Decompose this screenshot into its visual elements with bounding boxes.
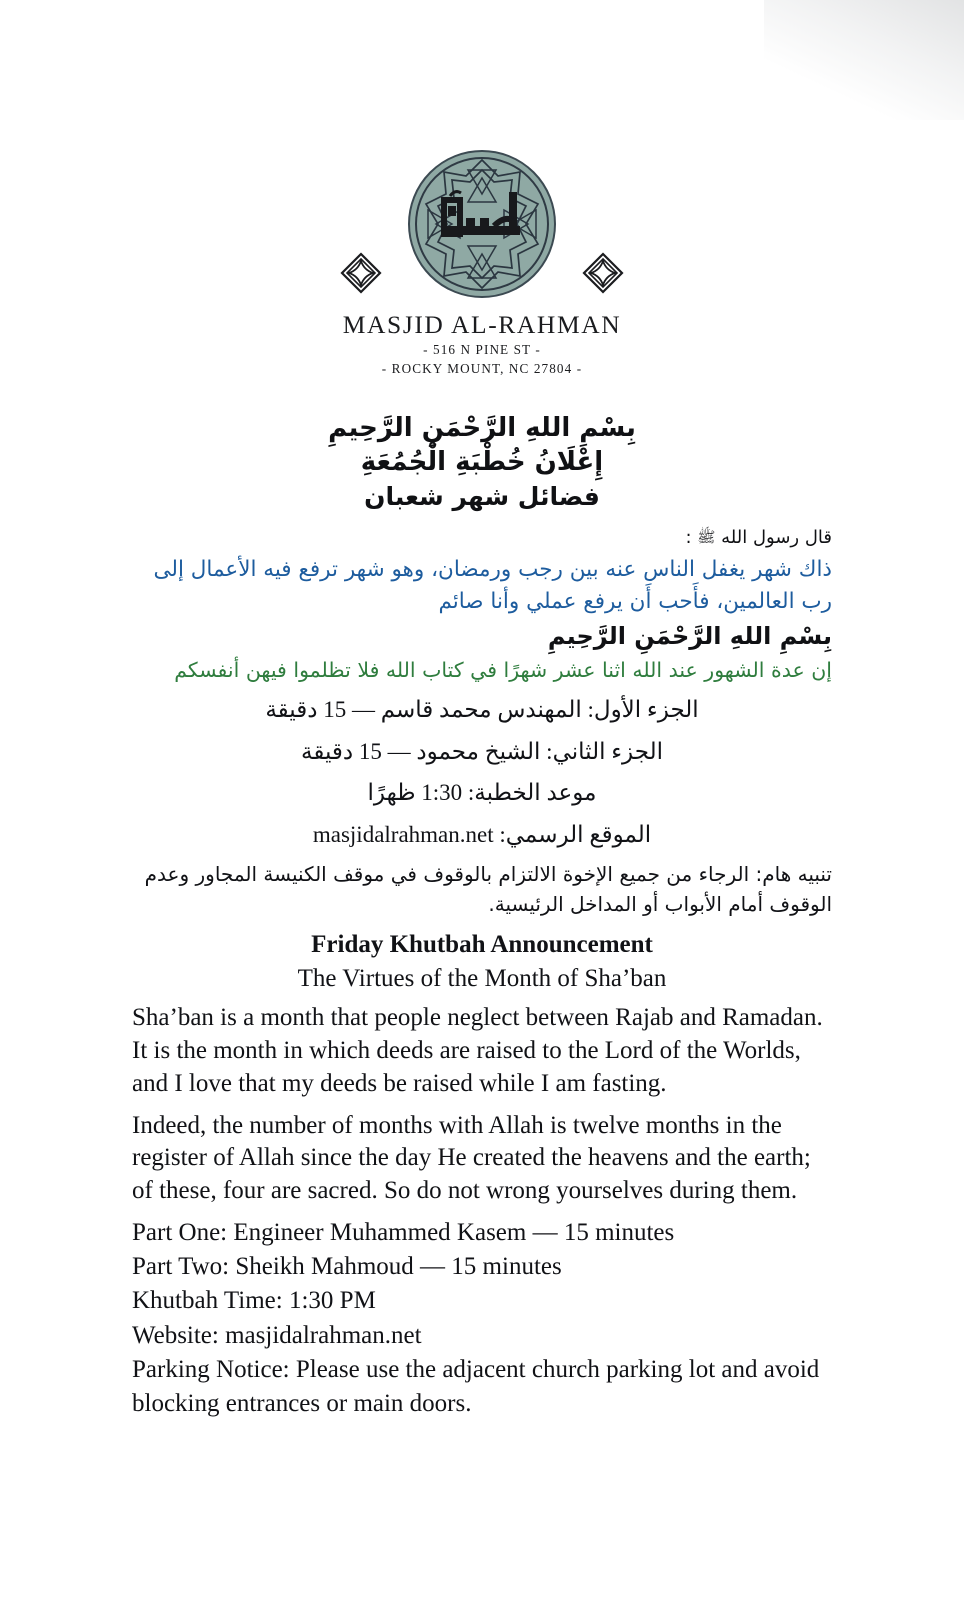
arabic-website: الموقع الرسمي: masjidalrahman.net (312, 822, 652, 848)
arabic-quran-ayah: إن عدة الشهور عند الله اثنا عشر شهرًا في كتاب الله فلا تظلموا فيهن أنفسكم (174, 657, 832, 682)
arabic-hadith-text: ذاك شهر يغفل الناس عنه بين رجب ورمضان، وهو شهر ترفع فيه الأعمال إلى رب العالمين، فأَحب أَن يرفع عملي وأنا صائم (153, 556, 832, 614)
logo-row (332, 148, 632, 300)
arabic-part-one: الجزء الأول: المهندس محمد قاسم — 15 دقيقة (265, 696, 699, 722)
english-subtitle: The Virtues of the Month of Sha’ban (297, 965, 667, 993)
english-part-two: Part Two: Sheikh Mahmoud — 15 minutes (132, 1253, 562, 1281)
arabic-topic-heading: فضائل شهر شعبان (364, 481, 600, 511)
english-paragraph-2: Indeed, the number of months with Allah is twelve months in the register of Allah since the day He created the heavens and the earth; of these, four are sacred. So do not wrong yourselves during them. (132, 1111, 811, 1205)
masjid-address-line-2: - ROCKY MOUNT, NC 27804 - (381, 361, 583, 376)
masjid-name: MASJID AL-RAHMAN (342, 310, 622, 339)
english-khutbah-time: Khutbah Time: 1:30 PM (132, 1287, 376, 1315)
english-part-one: Part One: Engineer Muhammed Kasem — 15 minutes (132, 1218, 675, 1246)
arabic-parking-notice: تنبيه هام: الرجاء من جميع الإخوة الالتزام بالوقوف في موقف الكنيسة المجاور وعدم الوقوف أمام الأبواب أو المداخل الرئيسية. (144, 862, 832, 917)
arabic-section (132, 377, 832, 919)
english-website: Website: masjidalrahman.net (132, 1321, 422, 1349)
arabic-hadith-attribution (132, 525, 832, 551)
masjid-address-line-1: - 516 N PINE ST - (423, 342, 541, 357)
diamond-star-ornament-right-icon (582, 252, 624, 294)
arabic-basmala-heading: بِسْمِ اللهِ الرَّحْمَنِ الرَّحِيمِ (328, 413, 636, 443)
diamond-star-ornament-left-icon (340, 252, 382, 294)
arabic-part-two: الجزء الثاني: الشيخ محمود — 15 دقيقة (300, 738, 663, 764)
english-paragraph-1: Sha’ban is a month that people neglect between Rajab and Ramadan. It is the month in which deeds are raised to the Lord of the Worlds, and I love that my deeds be raised while I am fasting. (132, 1004, 823, 1097)
masjid-seal-icon (406, 148, 558, 300)
arabic-said-prefix: قال رسول الله (721, 526, 832, 548)
english-title: Friday Khutbah Announcement (311, 931, 653, 959)
arabic-khutbah-time: موعد الخطبة: 1:30 ظهرًا (367, 780, 597, 806)
english-parking-notice: Parking Notice: Please use the adjacent church parking lot and avoid blocking entrances or main doors. (132, 1355, 820, 1418)
arabic-basmala-bold: بِسْمِ اللهِ الرَّحْمَنِ الرَّحِيمِ (547, 622, 832, 651)
arabic-said-colon: : (685, 526, 692, 548)
english-section (132, 931, 832, 1421)
salawat-glyph-icon: ﷺ (697, 527, 716, 546)
arabic-announcement-heading: إِعْلَانُ خُطْبَةِ الْجُمُعَةِ (360, 447, 604, 478)
letterhead (0, 0, 964, 377)
